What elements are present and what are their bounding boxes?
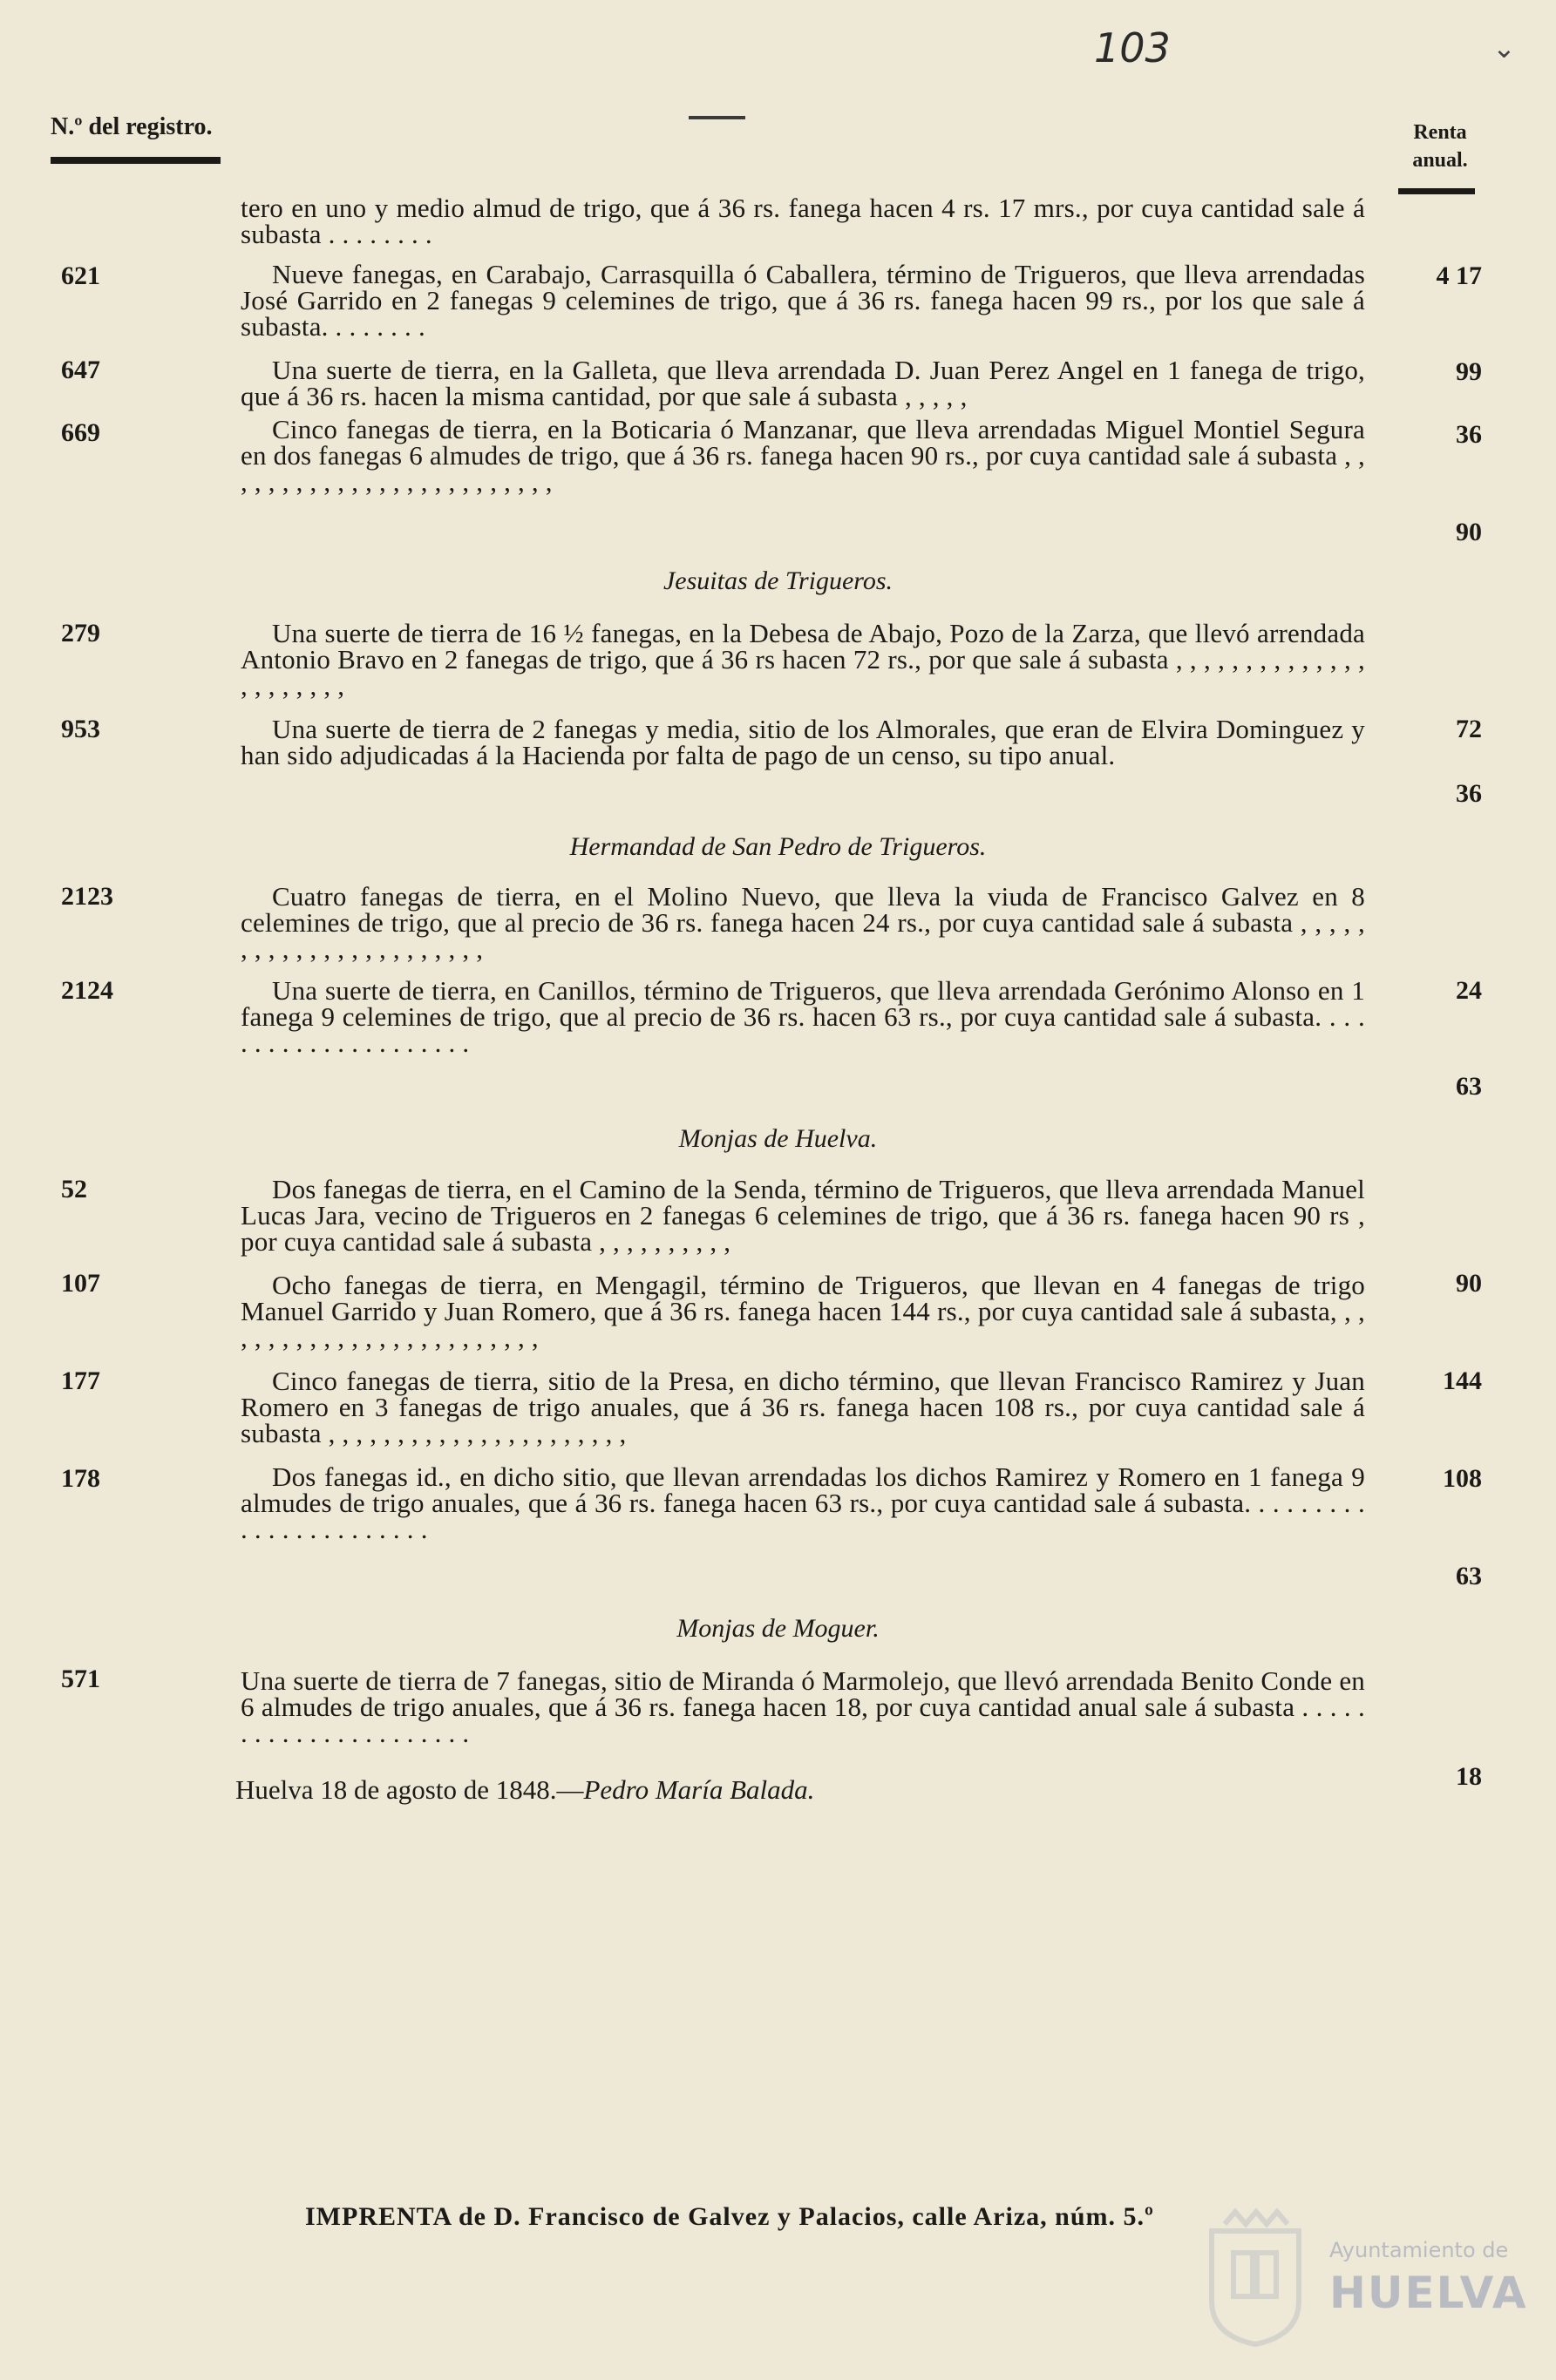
header-rule-left [51,157,221,164]
entry-text: Nueve fanegas, en Carabajo, Carrasquilla ó Caballera, término de Trigueros, que lleva arrendadas José Garrido en 2 fanegas 9 celemines de trigo, que á 36 rs. fanega hacen 99 rs., por los que sale á subasta. . . . . . . . [241,259,1365,342]
closing-line [235,1774,814,1806]
entry-text: Cinco fanegas de tierra, en la Boticaria ó Manzanar, que lleva arrendadas Miguel Montiel Segura en dos fanegas 6 almudes de trigo, que á 36 rs. fanega hacen 90 rs., por cuya cantidad sale á subasta , , , , , , , , , , , , , , , , , , , , , , , , , [241,414,1365,497]
header-registry-label: N.º del registro. [51,113,213,140]
entry-rent: 4 17 [1436,261,1482,290]
header-rent-column [1405,119,1475,194]
corner-mark: ⌄ [1492,31,1516,64]
entry-text: tero en uno y medio almud de trigo, que á 36 rs. fanega hacen 4 rs. 17 mrs., por cuya cantidad sale á subasta . . . . . . . . [241,193,1365,249]
entry-rent: 108 [1443,1464,1482,1493]
entry-registry-number: 178 [61,1464,100,1493]
entry-rent: 90 [1456,1269,1482,1298]
entry-rent: 36 [1456,779,1482,808]
entry-registry-number: 647 [61,356,100,384]
entry-registry-number: 2124 [61,976,113,1005]
entry-registry-number: 621 [61,261,100,290]
entry-rent: 24 [1456,976,1482,1005]
entry-text: Una suerte de tierra de 7 fanegas, sitio de Miranda ó Marmolejo, que llevó arrendada Benito Conde en 6 almudes de trigo anuales, que á 36 rs. fanega hacen 18, por cuya cantidad anual sale á subasta . . . . . . . . . . . . . . . . . . . . . . [241,1665,1365,1748]
watermark-line-1: Ayuntamiento de [1329,2238,1509,2262]
entry-text: Dos fanegas id., en dicho sitio, que llevan arrendadas los dichos Ramirez y Romero en 1 fanega 9 almudes de trigo anuales, que á 36 rs. fanega hacen 63 rs., por cuya cantidad sale á subasta. . . . . . . . . . . . . . . . . . . . . . . [241,1461,1365,1544]
entry-text: Una suerte de tierra de 2 fanegas y media, sitio de los Almorales, que eran de Elvira Dominguez y han sido adjudicadas á la Hacienda por falta de pago de un censo, su tipo anual. [241,714,1365,770]
printer-imprint: IMPRENTA de D. Francisco de Galvez y Palacios, calle Ariza, núm. 5.º [305,2202,1154,2231]
entry-rent: 99 [1456,357,1482,386]
entry-rent: 36 [1456,420,1482,449]
section-title: Jesuitas de Trigueros. [662,566,894,595]
entry-text: Ocho fanegas de tierra, en Mengagil, término de Trigueros, que llevan en 4 fanegas de trigo Manuel Garrido y Juan Romero, que á 36 rs. fanega hacen 144 rs., por cuya cantidad sale á subasta, , , , , , , , , , , , , , , , , , , , , , , , , [241,1270,1365,1353]
entry-rent: 63 [1456,1562,1482,1590]
entry-text: Dos fanegas de tierra, en el Camino de la Senda, término de Trigueros, que lleva arrendada Manuel Lucas Jara, vecino de Trigueros en 2 fanegas 6 celemines de trigo, que á 36 rs. fanega hacen 90 rs , por cuya cantidad sale á subasta , , , , , , , , , , [241,1174,1365,1257]
folio-number: 103 [1094,24,1171,71]
section-title: Monjas de Huelva. [678,1124,878,1153]
entry-text: Cinco fanegas de tierra, sitio de la Presa, en dicho término, que llevan Francisco Ramirez y Juan Romero en 3 fanegas de trigo anuales, que á 36 rs. fanega hacen 108 rs., por cuya cantidad sale á subasta , , , , , , , , , , , , , , , , , , , , , , [241,1366,1365,1448]
entry-rent: 72 [1456,715,1482,743]
entry-text: Una suerte de tierra, en la Galleta, que lleva arrendada D. Juan Perez Angel en 1 fanega de trigo, que á 36 rs. hacen la misma cantidad, por que sale á subasta , , , , , [241,355,1365,411]
entry-registry-number: 571 [61,1665,100,1693]
entry-text: Una suerte de tierra de 16 ½ fanegas, en la Debesa de Abajo, Pozo de la Zarza, que llevó arrendada Antonio Bravo en 2 fanegas de trigo, que á 36 rs hacen 72 rs., por que sale á subasta , , , , , , , , , , , , , , , , , , , , , , [241,618,1365,701]
watermark-line-2: HUELVA [1329,2268,1528,2318]
entry-registry-number: 953 [61,715,100,743]
header-rent-label-1: Renta [1413,121,1467,144]
entry-registry-number: 107 [61,1269,100,1298]
header-rent-label-2: anual. [1412,149,1468,172]
entry-rent: 63 [1456,1072,1482,1101]
entry-text: Cuatro fanegas de tierra, en el Molino Nuevo, que lleva la viuda de Francisco Galvez en 8 celemines de trigo, que al precio de 36 rs. fanega hacen 24 rs., por cuya cantidad sale á subasta , , , , , , , , , , , , , , , , , , , , , , , [241,881,1365,964]
entry-registry-number: 279 [61,619,100,648]
header-rule-center [689,116,745,119]
entry-rent: 90 [1456,518,1482,546]
entry-registry-number: 177 [61,1366,100,1395]
entry-registry-number: 669 [61,418,100,447]
closing-signature: Pedro María Balada. [583,1774,815,1805]
closing-place-date: Huelva 18 de agosto de 1848.— [235,1774,584,1805]
section-title: Hermandad de San Pedro de Trigueros. [569,832,987,861]
entry-text: Una suerte de tierra, en Canillos, término de Trigueros, que lleva arrendada Gerónimo Alonso en 1 fanega 9 celemines de trigo, que al precio de 36 rs. hacen 63 rs., por cuya cantidad sale á subasta. . . . . . . . . . . . . . . . . . . . . [241,975,1365,1058]
header-registry-column [51,113,221,164]
header-rule-right [1398,188,1475,194]
entry-rent: 18 [1456,1762,1482,1791]
entry-rent: 144 [1443,1366,1482,1395]
entry-registry-number: 2123 [61,882,113,911]
entry-registry-number: 52 [61,1175,87,1204]
section-title: Monjas de Moguer. [676,1614,880,1643]
